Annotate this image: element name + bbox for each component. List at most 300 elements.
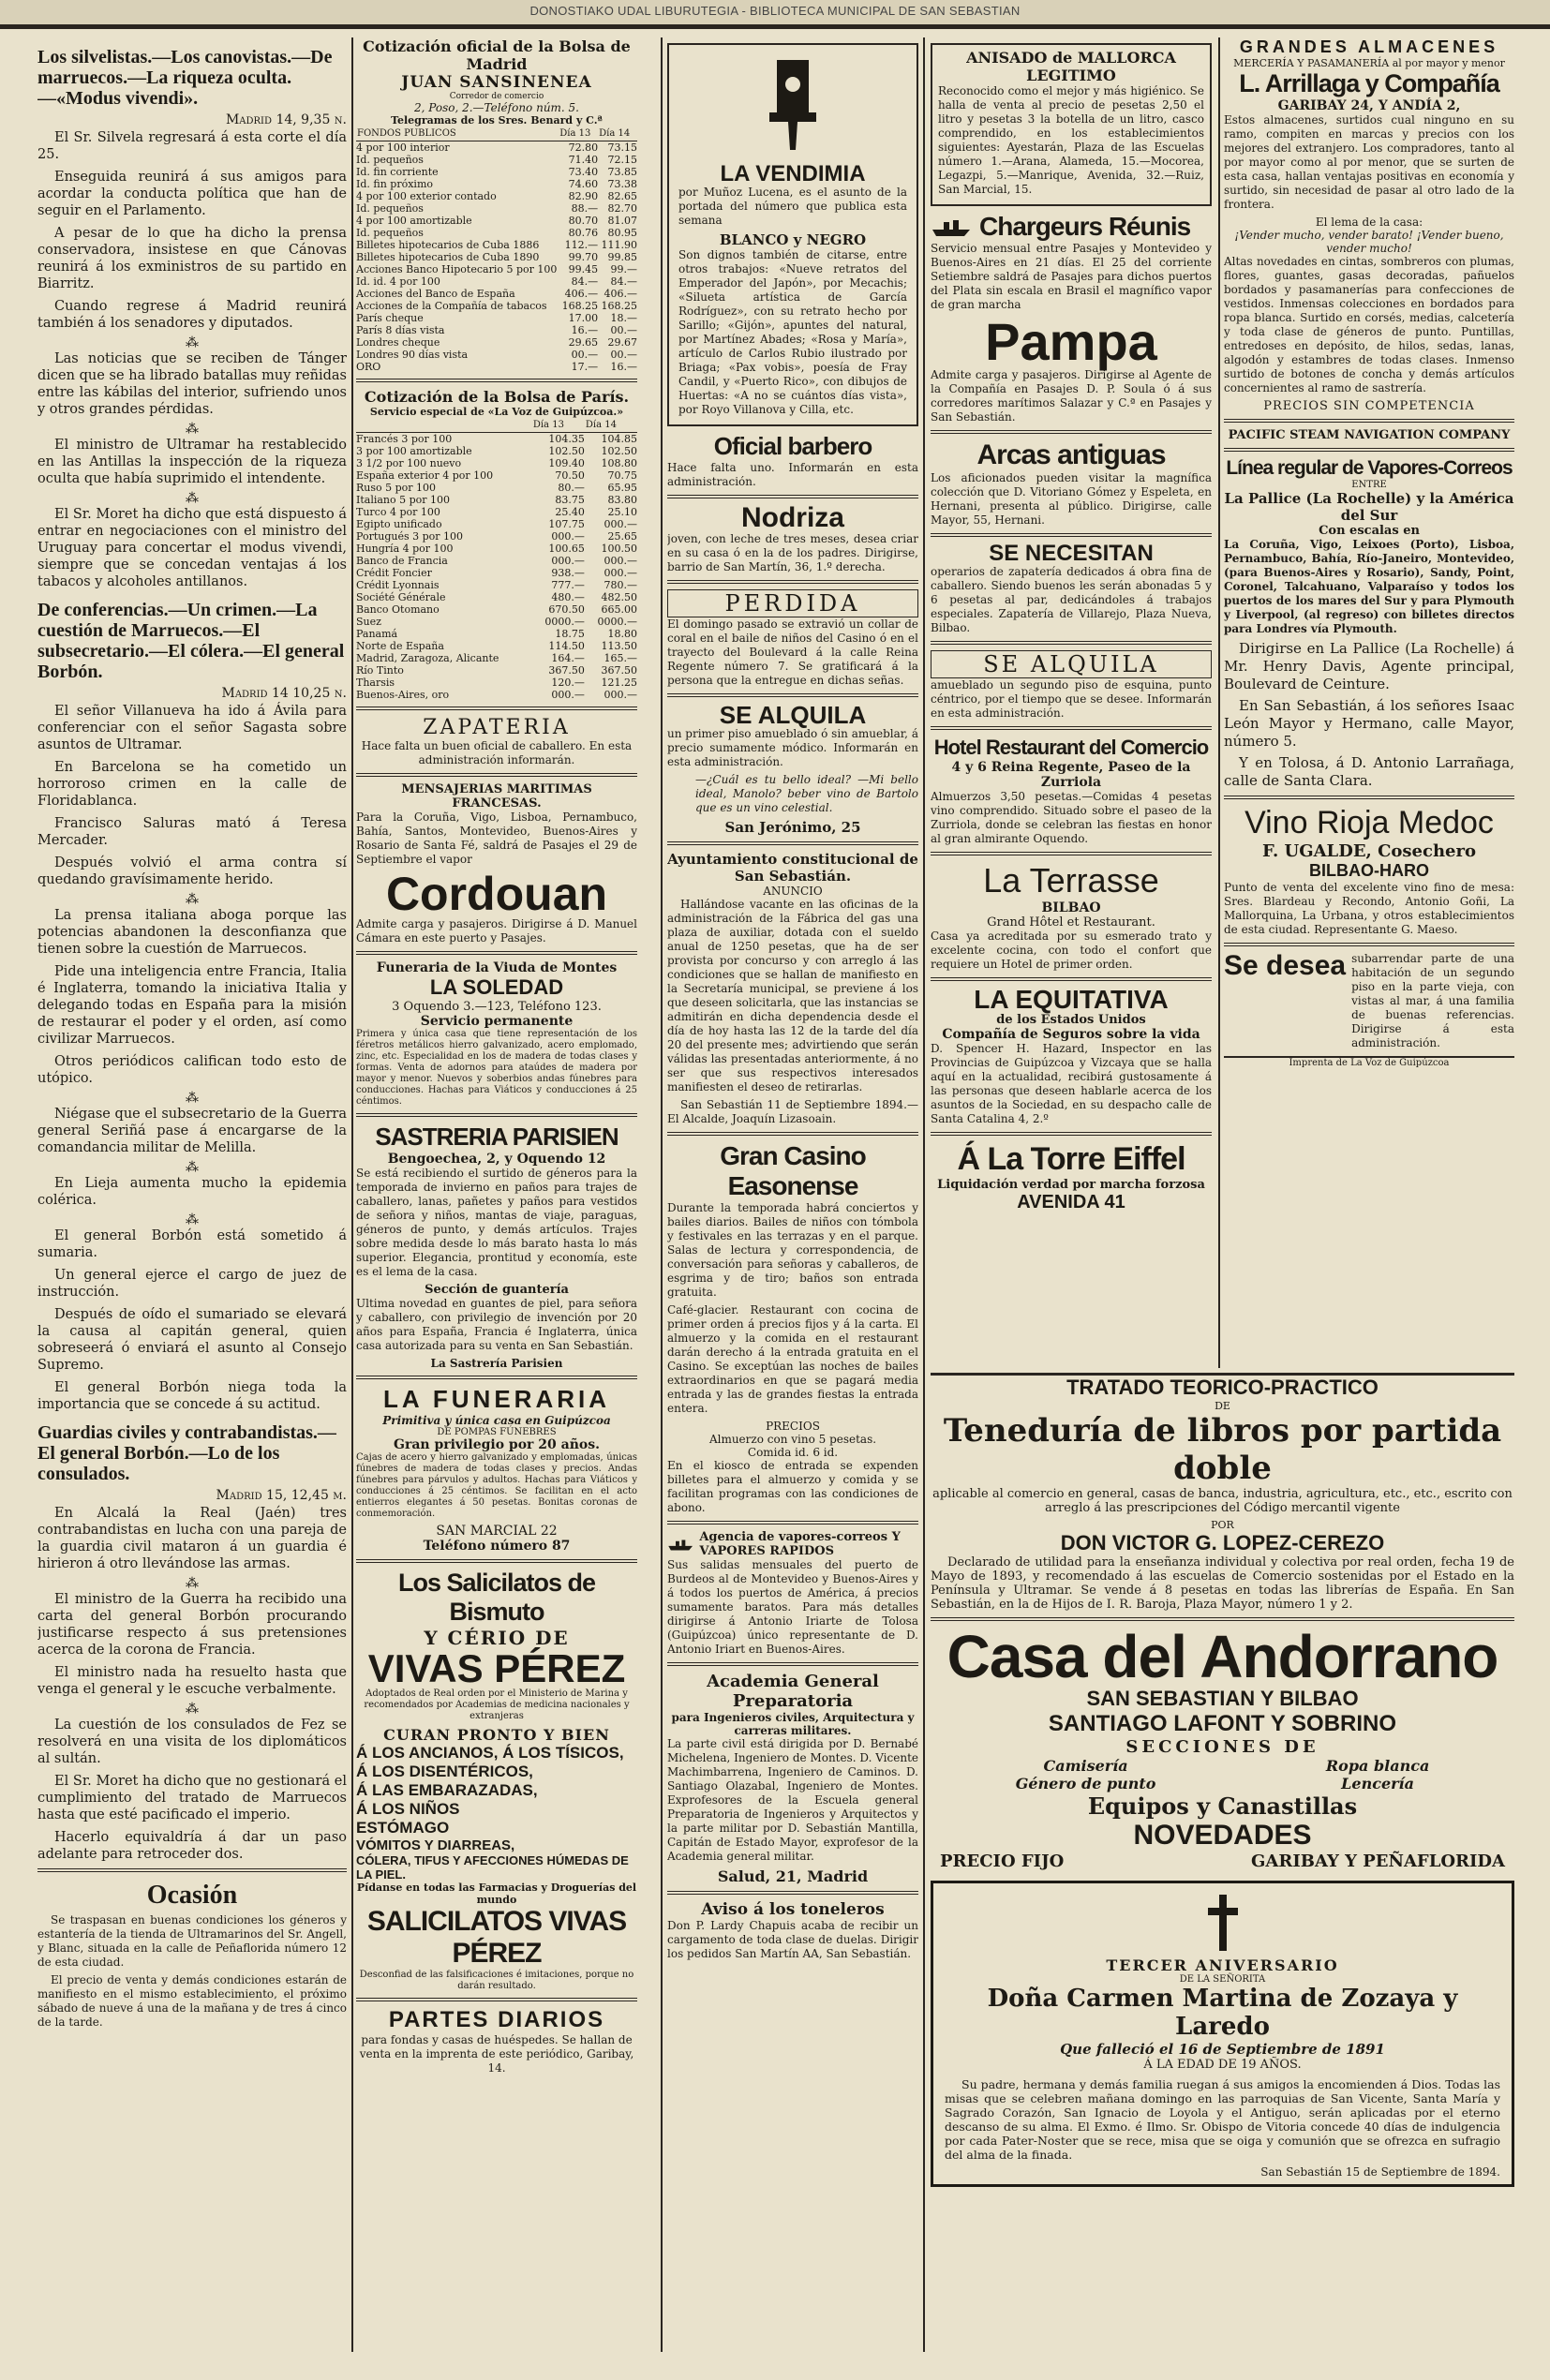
quote-value: 112.— — [564, 239, 599, 251]
quote-value: 367.50 — [548, 664, 585, 677]
column-ads-4 — [931, 37, 1212, 1368]
vendimia-title: LA VENDIMIA — [720, 161, 866, 186]
ad-text: Admite carga y pasajeros. Dirigirse al Agente de la Compañía en Pasajes D. P. Soula ó á sus corredores marítimos Salazar y C.ª en Pasajes y San Sebastián. — [931, 368, 1212, 424]
quote-value: 109.40 — [548, 457, 585, 469]
paris-sub: Servicio especial de «La Voz de Guipúzcoa.» — [369, 406, 624, 418]
divider — [667, 1662, 918, 1666]
quote-value: 367.50 — [601, 664, 637, 677]
casino-price: Almuerzo con vino 5 pesetas. — [708, 1433, 877, 1446]
ad-text: Almuerzos 3,50 pesetas.—Comidas 4 pesetas vino comprendido. Situado sobre el paseo de la Zurriola, donde se celebran las fiestas en honor al gran almirante Oquendo. — [931, 790, 1212, 845]
terrasse-city: BILBAO — [1041, 900, 1101, 915]
equitativa-sub: de los Estados Unidos — [996, 1013, 1146, 1027]
divider — [931, 1132, 1212, 1136]
linea-sub: ENTRE — [1351, 480, 1387, 490]
vendimia-magazine: BLANCO y NEGRO — [719, 231, 867, 248]
bolsa-title: Cotización oficial de la Bolsa de Madrid — [363, 37, 631, 73]
asterism: ⁂ — [186, 1702, 199, 1717]
salicilatos-line: ESTÓMAGO — [356, 1819, 450, 1837]
quote-name: París 8 días vista — [356, 324, 445, 336]
divider — [37, 1868, 347, 1872]
mensajerias-title: MENSAJERIAS MARITIMAS FRANCESAS. — [401, 782, 592, 811]
funeraria-sub2: DE POMPAS FÚNEBRES — [437, 1427, 557, 1437]
ad-text: Don P. Lardy Chapuis acaba de recibir un cargamento de toda clase de duelas. Dirigir los pedidos San Martín AA, San Sebastián. — [667, 1919, 918, 1960]
quote-row — [356, 288, 637, 300]
bolsa-telegrams: Telegramas de los Sres. Benard y C.ª — [391, 114, 603, 126]
library-watermark: DONOSTIAKO UDAL LIBURUTEGIA - BIBLIOTECA MUNICIPAL DE SAN SEBASTIAN — [529, 4, 1021, 18]
funeraria-sub: Primitiva y única casa en Guipúzcoa — [382, 1414, 611, 1427]
quote-name: Egipto unificado — [356, 518, 442, 530]
ad-verse: —¿Cuál es tu bello ideal? —Mi bello ideal, Manolo? beber vino de Bartolo que es un vino celestial. — [695, 773, 918, 814]
quote-name: Londres cheque — [356, 336, 440, 349]
column-news — [37, 37, 347, 2352]
quote-name: Londres 90 días vista — [356, 349, 469, 361]
divider — [931, 977, 1212, 981]
academia-sub: para Ingenieros civiles, Arquitectura y carreras militares. — [671, 1711, 915, 1737]
ad-text: amueblado un segundo piso de esquina, punto céntrico, por el tiempo que se desee. Informarán en esta administración. — [931, 678, 1212, 720]
linea-sub2: Con escalas en — [1319, 524, 1420, 538]
quote-row — [356, 324, 637, 336]
salicilatos-line: Á LOS DISENTÉRICOS, — [356, 1763, 533, 1780]
andorrano-section: Ropa blanca — [1325, 1757, 1430, 1775]
divider — [356, 1376, 637, 1379]
news-paragraph: Un general ejerce el cargo de juez de instrucción. — [37, 1268, 347, 1300]
divider — [1224, 943, 1514, 946]
arrillaga-motto: ¡Vender mucho, vender barato! ¡Vender bueno, vender mucho! — [1234, 229, 1504, 255]
quote-value: 780.— — [604, 579, 637, 591]
quote-value: 70.50 — [555, 469, 585, 482]
quote-row — [356, 543, 637, 555]
ad-text: Dirigirse en La Pallice (La Rochelle) á Mr. Henry Davis, Agente principal, Boulevard de Ceinture. — [1224, 640, 1514, 692]
quote-value: 102.50 — [548, 445, 585, 457]
torre-sub: Liquidación verdad por marcha forzosa — [937, 1178, 1205, 1192]
quote-row — [356, 215, 637, 227]
obituary-sub: DE LA SEÑORITA — [1179, 1974, 1266, 1985]
ad-text: Hallándose vacante en las oficinas de la administración de la Fábrica del gas una plaza de auxiliar, dotada con el sueldo anual de 1250 pesetas, que ha de ser provista por concurso y con arreglo á las condiciones que se hallan de manifiesto en la Secretaría municipal, se previene á los que deseen solicitarla, que las instancias se admitirán en dicha dependencia desde el día de hoy hasta las 12 de la tarde del día 20 del presente mes; advirtiendo que serán válidas las presentadas anteriormente, á no ser que sus respectivos interesados manifiesten el deseo de retirarlas. — [667, 898, 918, 1093]
quote-row — [356, 361, 637, 373]
alquila-title: SE ALQUILA — [931, 650, 1212, 678]
quote-value: 73.85 — [607, 166, 637, 178]
andorrano-fixed-price: PRECIO FIJO — [940, 1852, 1065, 1871]
quote-name: 4 por 100 amortizable — [356, 215, 472, 227]
quote-value: 72.15 — [607, 154, 637, 166]
agencia-title: Agencia de vapores-correos Y VAPORES RAPIDOS — [699, 1530, 901, 1558]
news-headline: De conferencias.—Un crimen.—La cuestión de Marruecos.—El subsecretario.—El cólera.—El general Borbón. — [37, 600, 345, 682]
steamship-icon — [931, 216, 972, 237]
andorrano-sections: SECCIONES DE — [1125, 1737, 1319, 1757]
ship-name: Cordouan — [385, 868, 608, 920]
quote-row — [356, 469, 637, 482]
quote-name: Turco 4 por 100 — [356, 506, 440, 518]
cross-icon — [1204, 1895, 1242, 1951]
quote-name: Acciones de la Compañía de tabacos — [356, 300, 547, 312]
quote-row — [356, 300, 637, 312]
col-header — [356, 418, 532, 433]
quote-name: Acciones del Banco de España — [356, 288, 515, 300]
quote-value: 84.— — [610, 275, 637, 288]
quote-row — [356, 579, 637, 591]
divider — [667, 693, 918, 697]
ad-text: Estos almacenes, surtidos cual ninguno en su ramo, compiten en marcas y precios con los mejores del extranjero. Los compradores, tanto al por mayor como al por menor, que se surten de esta casa, hallan ventajas positivas en economía y surtido, sin necesidad de pasar al otro lado de la frontera. — [1224, 113, 1514, 211]
divider — [931, 430, 1212, 434]
quote-row — [356, 154, 637, 166]
asterism: ⁂ — [186, 1160, 199, 1175]
quote-value: 165.— — [604, 652, 637, 664]
quote-value: 88.— — [571, 202, 599, 215]
ad-text: La parte civil está dirigida por D. Bernabé Michelena, Ingeniero de Montes. D. Vicente Machimbarrena, Ingeniero de Caminos. D. Santiago Olazabal, Ingeniero de Montes. Exprofesores de la Escuela general Preparatoria de Ingenieros y Arquitectos y la parte militar por D. Sebastián Mantilla, Capitán de Estado Mayor, exprofesor de la Academia general militar. — [667, 1737, 918, 1863]
quote-name: París cheque — [356, 312, 424, 324]
quote-value: 114.50 — [548, 640, 585, 652]
ayuntamiento-title: Ayuntamiento constitucional de San Sebastián. — [667, 851, 918, 885]
ad-text: Servicio mensual entre Pasajes y Montevideo y Buenos-Aires en 21 días. El 25 del corriente Setiembre saldrá de Pasajes para dichos puertos del Plata sin escala en Brasil el magnífico vapor de gran marcha — [931, 242, 1212, 311]
quote-name: Hungría 4 por 100 — [356, 543, 454, 555]
quote-row — [356, 166, 637, 178]
arrillaga-address: GARIBAY 24, Y ANDÍA 2, — [1277, 98, 1461, 113]
quote-name: ORO — [356, 361, 381, 373]
quote-value: 16.— — [610, 361, 637, 373]
divider — [1224, 448, 1514, 452]
quote-value: 113.50 — [601, 640, 637, 652]
quote-value: 73.38 — [607, 178, 637, 190]
obituary-box — [931, 1881, 1514, 2187]
col-header: Día 13 — [532, 418, 585, 433]
quote-row — [356, 239, 637, 251]
ad-text: Desconfiad de las falsificaciones é imitaciones, porque no darán resultado. — [359, 1970, 634, 1991]
quote-value: 83.80 — [607, 494, 637, 506]
divider — [356, 1113, 637, 1117]
vino-name: F. UGALDE, Cosechero — [1262, 841, 1476, 861]
steamship-icon — [667, 1534, 693, 1554]
divider — [356, 951, 637, 955]
quote-value: 665.00 — [601, 603, 637, 616]
divider — [667, 580, 918, 584]
quote-value: 406.— — [564, 288, 599, 300]
quote-value: 000.— — [551, 689, 585, 701]
quote-value: 71.40 — [568, 154, 599, 166]
quote-name: Banco de Francia — [356, 555, 448, 567]
paris-quotes-table — [356, 418, 637, 701]
bolsa-sub: Corredor de comercio — [449, 92, 544, 101]
quote-row — [356, 567, 637, 579]
ad-text: Reconocido como el mejor y más higiénico. Se halla de venta al precio de pesetas 2,50 el litro y pesetas 3 la botella de un litro, casco comprendido, en los establecimientos siguientes: Ayestarán, Plaza de las Escuelas número 1.—Arana, Alameda, 15.—Mocorea, Legazpi, 5.—Manrique, Avenida, 32.—Ruiz, San Marcial, 15. — [938, 84, 1204, 196]
bolsa-address: 2, Poso, 2.—Teléfono núm. 5. — [414, 101, 579, 114]
asterism: ⁂ — [186, 422, 199, 437]
funeral-service: Servicio permanente — [420, 1014, 574, 1029]
ad-text: D. Spencer H. Hazard, Inspector en las Provincias de Guipúzcoa y Vizcaya que se halla aquí en la actualidad, recibirá gustosamente á las personas que deseen hablarle acerca de los asuntos de la Sociedad, en su despacho calle de Santa Catalina 4, 2.º — [931, 1042, 1212, 1125]
divider — [356, 1559, 637, 1563]
column-rule — [1218, 37, 1220, 1368]
funeral-name: LA SOLEDAD — [429, 975, 564, 999]
funeral-address: 3 Oquendo 3.—123, Teléfono 123. — [392, 1000, 602, 1014]
salicilatos-title: Los Salicilatos de Bismuto — [397, 1569, 596, 1626]
ad-text: El precio de venta y demás condiciones estarán de manifiesto en el mismo establecimiento, el próximo sábado de nueve á una de la mañana y de tres á cinco de la tarde. — [37, 1973, 347, 2029]
hotel-title: Hotel Restaurant del Comercio — [933, 736, 1209, 759]
quote-value: 73.40 — [568, 166, 599, 178]
divider — [1224, 796, 1514, 799]
quote-value: 102.50 — [601, 445, 637, 457]
quote-value: 168.25 — [561, 300, 599, 312]
news-paragraph: Después de oído el sumariado se elevará la causa al capitán general, quien sobreseerá ó enviará el asunto al Consejo Supremo. — [37, 1307, 347, 1373]
news-headline: Guardias civiles y contrabandistas.—El general Borbón.—Lo de los consulados. — [37, 1422, 336, 1484]
divider — [356, 1998, 637, 2001]
quote-row — [356, 457, 637, 469]
quote-row — [356, 640, 637, 652]
desea-title: Se desea — [1224, 950, 1347, 981]
ad-text: Y en Tolosa, á D. Antonio Larrañaga, calle de Santa Clara. — [1224, 754, 1514, 789]
quote-value: 17.00 — [568, 312, 599, 324]
divider — [931, 726, 1212, 730]
obituary-date: San Sebastián 15 de Septiembre de 1894. — [1260, 2165, 1500, 2179]
obituary-name: Doña Carmen Martina de Zozaya y Laredo — [987, 1985, 1458, 2041]
quote-value: 25.65 — [607, 530, 637, 543]
ad-text: Punto de venta del excelente vino fino de mesa: Sres. Blardeau y Recondo, Antonio Goñi, La Mallorquina, La Urbana, y otros establecimientos de esta ciudad. Representante G. Maeso. — [1224, 881, 1514, 936]
divider — [931, 533, 1212, 537]
ad-text: Declarado de utilidad para la enseñanza individual y colectiva por real orden, fecha 19 de Mayo de 1893, y recomendado á las escuelas de Comercio sostenidas por el Estado en la Península y Ultramar. Se vende á 8 pesetas en todas las librerías de España. En San Sebastián, en la de Hijos de I. R. Baroja, Plaza Mayor, número 1 y 2. — [931, 1555, 1514, 1612]
ad-text: Son dignos también de citarse, entre otros trabajos: «Nueve retratos del Emperador del Japón», por Mecachis; «Silueta artística de García Rodríguez», con su retrato hecho por Sarillo; «Gijón», apuntes del natural, por Martínez Abades; «Rosa y María», artículo de Carlos Rubio ilustrado por Briaga; «Pax vobis», poesía de Fray Candil, y «Puerto Rico», con dibujos de Huertas: «A no se cuántos días vista», por Royo Villanova y Cilla, etc. — [678, 248, 907, 416]
ad-text: Hace falta un buen oficial de caballero. En esta administración informarán. — [361, 739, 633, 766]
quote-value: 00.— — [610, 349, 637, 361]
quote-name: Banco Otomano — [356, 603, 440, 616]
ad-text: Ultima novedad en guantes de piel, para señora y caballero, con privilegio de invención por 20 años para España, Francia é Inglaterra, única casa autorizada para su venta en San Sebastián. — [356, 1297, 637, 1352]
imprenta-line: Imprenta de La Voz de Guipúzcoa — [1224, 1056, 1514, 1068]
quote-name: España exterior 4 por 100 — [356, 469, 494, 482]
quote-name: Société Générale — [356, 591, 446, 603]
quote-value: 72.80 — [568, 141, 599, 154]
quote-value: 29.67 — [607, 336, 637, 349]
quote-name: Río Tinto — [356, 664, 404, 677]
news-paragraph: Otros periódicos califican todo esto de utópico. — [37, 1054, 347, 1086]
quote-row — [356, 482, 637, 494]
torre-address: AVENIDA 41 — [1017, 1192, 1125, 1212]
divider — [931, 1617, 1514, 1621]
madrid-quotes-table — [356, 126, 637, 373]
asterism: ⁂ — [186, 1576, 199, 1591]
funeraria-address: SAN MARCIAL 22 — [436, 1524, 558, 1539]
quote-value: 100.50 — [601, 543, 637, 555]
quote-value: 0000.— — [597, 616, 637, 628]
hotel-address: 4 y 6 Reina Regente, Paseo de la Zurriola — [951, 760, 1191, 790]
news-paragraph: Pide una inteligencia entre Francia, Italia é Inglaterra, tomando la iniciativa Italia y delegando todas en España para la misión de restaurar el poder y el orden, así como civilizar Marruecos. — [37, 964, 347, 1047]
andorrano-section: Género de punto — [1015, 1775, 1156, 1792]
divider — [1224, 419, 1514, 423]
news-paragraph: Las noticias que se reciben de Tánger dicen que se ha librado batallas muy reñidas entre las kábilas del interior, sufriendo unos y otros grandes pérdidas. — [37, 351, 347, 417]
quote-value: 80.76 — [568, 227, 599, 239]
dateline: Madrid 15, 12,45 m. — [216, 1488, 347, 1503]
vino-title: Vino Rioja Medoc — [1244, 805, 1494, 840]
quote-value: 73.15 — [607, 141, 637, 154]
andorrano-section: Lencería — [1341, 1775, 1414, 1792]
quote-value: 84.— — [571, 275, 599, 288]
quote-value: 480.— — [551, 591, 585, 603]
arrillaga-motto-label: El lema de la casa: — [1315, 216, 1423, 229]
quote-value: 670.50 — [548, 603, 585, 616]
sastreria-sign: La Sastrería Parisien — [430, 1357, 563, 1370]
quote-row — [356, 494, 637, 506]
ad-text: operarios de zapatería dedicados á obra fina de caballero. Siendo buenos les serán abonadas 5 y 6 pesetas al par, dedicándoles á trabajos especiales. Zapatería de Villarejo, Plaza Nueva, Bilbao. — [931, 565, 1212, 634]
ad-text: Sus salidas mensuales del puerto de Burdeos al de Montevideo y Buenos-Aires y á todos los puertos de América, á precios sumamente baratos. Para más detalles dirigirse á Antonio Iriarte de Tolosa (Guipúzcoa) único representante de D. Antonio Iriart en Buenos-Aires. — [667, 1558, 918, 1656]
torre-title: Á La Torre Eiffel — [957, 1141, 1185, 1177]
academia-address: Salud, 21, Madrid — [717, 1867, 869, 1885]
quote-name: Id. id. 4 por 100 — [356, 275, 440, 288]
obituary-age: Á LA EDAD DE 19 AÑOS. — [1143, 2058, 1302, 2072]
quote-value: 18.75 — [555, 628, 585, 640]
tratado-author: DON VICTOR G. LOPEZ-CEREZO — [1060, 1531, 1385, 1554]
casino-prices-title: PRECIOS — [766, 1420, 820, 1433]
news-paragraph: El general Borbón está sometido á sumaria. — [37, 1228, 347, 1260]
quote-row — [356, 555, 637, 567]
funeraria-privilege: Gran privilegio por 20 años. — [393, 1437, 600, 1452]
quote-row — [356, 530, 637, 543]
andorrano-title: Casa del Andorrano — [946, 1623, 1498, 1690]
divider — [667, 1891, 918, 1895]
news-paragraph: El señor Villanueva ha ido á Ávila para conferenciar con el señor Sagasta sobre asuntos de Ultramar. — [37, 704, 347, 752]
quote-name: Panamá — [356, 628, 398, 640]
news-paragraph: La cuestión de los consulados de Fez se resolverá en una visita de los diplomáticos al sultán. — [37, 1718, 347, 1766]
ad-text: subarrendar parte de una habitación de un segundo piso en la parte vieja, con vistas al mar, á una familia de buenas referencias. Dirigirse á esta administración. — [1351, 952, 1514, 1049]
ad-text: Para la Coruña, Vigo, Lisboa, Pernambuco, Bahía, Santos, Montevideo, Buenos-Aires y Rosario de Santa Fé, saldrá de Pasajes el 29 de Septiembre el vapor — [356, 811, 637, 866]
news-paragraph: El ministro de Ultramar ha restablecido en las Antillas la inspección de la riqueza oculta que había suprimido el intendente. — [37, 438, 347, 486]
col-header: FONDOS PUBLICOS — [356, 126, 559, 141]
quote-value: 000.— — [551, 555, 585, 567]
quote-name: Ruso 5 por 100 — [356, 482, 437, 494]
perdida-title: PERDIDA — [667, 589, 918, 617]
news-paragraph: El ministro de la Guerra ha recibido una carta del general Borbón procurando justificarse respecto á sus pretensiones acerca de la corona de Francia. — [37, 1592, 347, 1658]
academia-title: Academia General Preparatoria — [707, 1672, 879, 1711]
terrasse-sub: Grand Hôtel et Restaurant. — [987, 915, 1155, 930]
arrillaga-prices: PRECIOS SIN COMPETENCIA — [1263, 399, 1475, 413]
obituary-text: Su padre, hermana y demás familia ruegan á sus amigos la encomienden á Dios. Todas las misas que se celebren mañana domingo en las parroquias de San Vicente, Santa María y Sagrado Corazón, San Ignacio de Loyola y el Antiguo, serán aplicadas por el eterno descanso de su alma. El Exmo. é Ilmo. Sr. Obispo de Vitoria concede 40 días de indulgencia por cada Pater-Noster que se rece, misa que se oiga y comunión que se ofrezca en sufragio del alma de la finada. — [945, 2077, 1500, 2162]
ad-text: El domingo pasado se extravió un collar de coral en el baile de niños del Casino ó en el trayecto del Boulevard á la calle Reina Regente número 7. Se gratificará á la persona que la entregue en dichas señas. — [667, 617, 918, 687]
quote-value: 99.45 — [568, 263, 599, 275]
divider — [931, 852, 1212, 855]
ad-text: San Sebastián 11 de Septiembre 1894.—El Alcalde, Joaquín Lizasoain. — [667, 1098, 918, 1125]
quote-value: 65.95 — [607, 482, 637, 494]
bolsa-firm: JUAN SANSINENEA — [401, 73, 592, 92]
arrillaga-title: L. Arrillaga y Compañía — [1239, 69, 1499, 97]
pacific-name: PACIFIC STEAM NAVIGATION COMPANY — [1228, 428, 1511, 442]
divider — [931, 641, 1212, 645]
salicilatos-brand: VIVAS PÉREZ — [367, 1646, 626, 1690]
quote-value: 108.80 — [601, 457, 637, 469]
quote-name: 3 1/2 por 100 nuevo — [356, 457, 462, 469]
asterism: ⁂ — [186, 892, 199, 907]
sastreria-section: Sección de guantería — [425, 1283, 569, 1297]
quote-value: 99.70 — [568, 251, 599, 263]
ad-text: Hace falta uno. Informarán en esta administración. — [667, 461, 918, 488]
news-paragraph: Hacerlo equivaldría á dar un paso adelante para retroceder dos. — [37, 1830, 347, 1862]
quote-row — [356, 202, 637, 215]
asterism: ⁂ — [186, 1091, 199, 1106]
quote-name: Acciones Banco Hipotecario 5 por 100 — [356, 263, 558, 275]
ad-text: Cajas de acero y hierro galvanizado y emplomadas, únicas fúnebres de madera de todas clases y precios. Andas fúnebres para párvulos y adultos. Hachas para Viáticos y conducciones á 25 céntimos. Se facilitan en el acto entierros elegantes á 50 pesetas. Bonitas coronas de conmemoración. — [356, 1452, 637, 1519]
quote-value: 00.— — [571, 349, 599, 361]
salicilatos-and: Y CÉRIO DE — [424, 1627, 570, 1649]
ad-text: Café-glacier. Restaurant con cocina de primer orden á precios fijos y á la carta. El almuerzo y la comida en el restaurant darán derecho á la entrada gratuita en el Casino. Se exceptúan las noches de bailes extraordinarios en que se pagará media entrada y las de grandes fiestas la entrada entera. — [667, 1303, 918, 1415]
quote-name: Billetes hipotecarios de Cuba 1886 — [356, 239, 540, 251]
terrasse-title: La Terrasse — [983, 861, 1159, 900]
quote-value: 000.— — [604, 555, 637, 567]
andorrano-section: Camisería — [1043, 1757, 1128, 1775]
andorrano-address: GARIBAY Y PEÑAFLORIDA — [1251, 1852, 1505, 1871]
quote-name: Portugués 3 por 100 — [356, 530, 464, 543]
salicilatos-line: Á LAS EMBARAZADAS, — [356, 1781, 538, 1799]
quote-name: Buenos-Aires, oro — [356, 689, 450, 701]
asterism: ⁂ — [186, 1212, 199, 1227]
quote-value: 104.85 — [601, 433, 637, 445]
ad-text: Primera y única casa que tiene representación de los féretros metálicos hierro galvanizado, acero emplomado, zinc, etc. Especialidad en los de madera de todas clases y formas. Venta de adornos para ataúdes de madera por mayor y menor. Nuevos y soberbios andas fúnebres para conducciones. Hachas para Viáticos y conducciones á 25 céntimos. — [356, 1029, 637, 1107]
quote-row — [356, 506, 637, 518]
casino-title: Gran Casino Easonense — [720, 1141, 866, 1200]
arcas-title: Arcas antiguas — [976, 439, 1166, 470]
quote-name: 4 por 100 interior — [356, 141, 450, 154]
arrillaga-head: GRANDES ALMACENES — [1239, 37, 1499, 56]
quote-value: 0000.— — [544, 616, 585, 628]
quote-value: 121.25 — [601, 677, 637, 689]
divider — [667, 1521, 918, 1525]
ad-text: Los aficionados pueden visitar la magnífica colección que D. Vitoriano Gómez y Espeleta, en Hernani, presenta al público. Dirigirse, calle Mayor, 55, Hernani. — [931, 471, 1212, 527]
ad-text: Altas novedades en cintas, sombreros con plumas, flores, guantes, gasas decoradas, pañuelos bordados y pasamanerías para confecciones de vestidos. Inmensas colecciones en bordados para ropa blanca. Surtido en corsés, medias, calcetería y toda clase de géneros de punto. Puntillas, entredoses en depósito, de hilos, sedas, lanas, algodón y estambres de todas clases. Inmenso surtido de botones de concha y demás artículos concernientes al ramo de sastrería. — [1224, 255, 1514, 394]
salicilatos-pidase: Pídanse en todas las Farmacias y Droguerías del mundo — [356, 1882, 637, 1906]
col-header: Día 14 — [598, 126, 637, 141]
quote-value: 000.— — [604, 567, 637, 579]
column-rule — [351, 37, 353, 2352]
anisado-title: ANISADO de MALLORCA LEGITIMO — [966, 49, 1176, 84]
quote-value: 80.70 — [568, 215, 599, 227]
quote-row — [356, 263, 637, 275]
salicilatos-line: Á LOS ANCIANOS, Á LOS TÍSICOS, — [356, 1744, 624, 1762]
zapateria-title: ZAPATERIA — [423, 716, 571, 739]
vendimia-box — [667, 43, 918, 426]
news-paragraph: En Lieja aumenta mucho la epidemia colérica. — [37, 1176, 347, 1208]
quote-name: Tharsis — [356, 677, 395, 689]
quote-name: Suez — [356, 616, 381, 628]
barbero-title: Oficial barbero — [713, 432, 872, 460]
quote-name: Crédit Foncier — [356, 567, 432, 579]
quote-name: Billetes hipotecarios de Cuba 1890 — [356, 251, 540, 263]
ayuntamiento-sub: ANUNCIO — [763, 885, 823, 898]
quote-row — [356, 227, 637, 239]
ad-text: En San Sebastián, á los señores Isaac León Mayor y Hermano, calle Mayor, número 5. — [1224, 697, 1514, 750]
news-paragraph: El Sr. Moret ha dicho que no gestionará el cumplimiento del tratado de Marruecos hasta que esté pacificado el imperio. — [37, 1774, 347, 1822]
column-rule — [661, 37, 663, 2352]
quote-name: Madrid, Zaragoza, Alicante — [356, 652, 499, 664]
andorrano-city: SAN SEBASTIAN Y BILBAO — [1086, 1687, 1359, 1710]
quote-name: 4 por 100 exterior contado — [356, 190, 497, 202]
quote-value: 82.70 — [607, 202, 637, 215]
ad-text: La Coruña, Vigo, Leixoes (Porto), Lisboa, Pernambuco, Bahía, Río-Janeiro, Montevideo, (para Buenos-Aires y Rosario), Sandy, Point, Coronel, Talcahuano, Valparaíso y todos los puertos de los mares del Sur y para Plymouth y Liverpool, (al regreso) con billetes directos para Londres vía Plymouth. — [1224, 538, 1514, 635]
quote-value: 83.75 — [555, 494, 585, 506]
news-paragraph: Enseguida reunirá á sus amigos para acordar la conducta política que han de seguir en el Parlamento. — [37, 170, 347, 218]
tratado-name: Teneduría de libros por partida doble — [943, 1412, 1502, 1487]
quote-row — [356, 664, 637, 677]
quote-value: 70.75 — [607, 469, 637, 482]
quote-row — [356, 190, 637, 202]
news-paragraph: La prensa italiana aboga porque las potencias abandonen la desconfianza que tienen sobre la cuestión de Marruecos. — [37, 908, 347, 957]
quote-value: 18.80 — [607, 628, 637, 640]
news-paragraph: El ministro nada ha resuelto hasta que venga el general y le escuche verbalmente. — [37, 1665, 347, 1697]
obituary-died: Que falleció el 16 de Septiembre de 1891 — [1060, 2041, 1385, 2058]
quote-row — [356, 603, 637, 616]
quote-name: Id. pequeños — [356, 154, 424, 166]
quote-row — [356, 616, 637, 628]
column-ads-3 — [667, 37, 918, 2352]
news-paragraph: Cuando regrese á Madrid reunirá también á los senadores y diputados. — [37, 299, 347, 331]
necesitan-title: SE NECESITAN — [989, 541, 1154, 566]
salicilatos-line: VÓMITOS Y DIARREAS, — [356, 1837, 515, 1853]
ad-title: Ocasión — [146, 1881, 238, 1910]
news-paragraph: Francisco Saluras mató á Teresa Mercader. — [37, 816, 347, 848]
quote-row — [356, 349, 637, 361]
salicilatos-line: CÓLERA, TIFUS Y AFECCIONES HÚMEDAS DE LA PIEL. — [356, 1853, 629, 1882]
